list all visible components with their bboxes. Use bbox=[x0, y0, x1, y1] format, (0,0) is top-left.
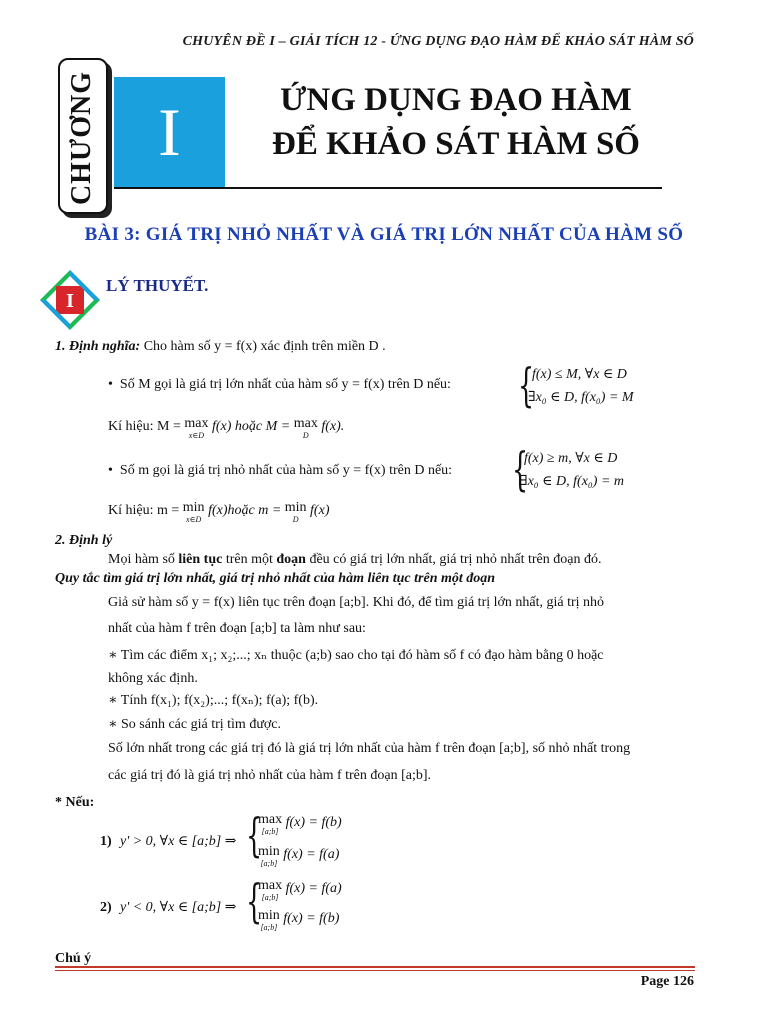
min-notation: Kí hiệu: m = min x∈D f(x)hoặc m = min D f(x) bbox=[108, 500, 330, 524]
max-notation: Kí hiệu: M = max x∈D f(x) hoặc M = max D f(x). bbox=[108, 416, 345, 440]
chapter-title-line1: ỨNG DỤNG ĐẠO HÀM bbox=[280, 82, 632, 118]
case-1-result-1: max [a;b] f(x) = f(b) bbox=[258, 812, 342, 836]
rule-paragraph-2: nhất của hàm f trên đoạn [a;b] ta làm như sau: bbox=[108, 621, 366, 636]
case-1-number: 1) bbox=[100, 834, 112, 849]
min-definition-text: Số m gọi là giá trị nhỏ nhất của hàm số y = f(x) trên D nếu: bbox=[119, 463, 453, 478]
lesson-title: BÀI 3: GIÁ TRỊ NHỎ NHẤT VÀ GIÁ TRỊ LỚN NHẤT CỦA HÀM SỐ bbox=[84, 224, 684, 245]
bullet-icon: • bbox=[108, 377, 120, 392]
case-2-number: 2) bbox=[100, 900, 112, 915]
chapter-rule bbox=[114, 187, 662, 189]
step-2: ∗ Tính f(x₁); f(x₂);...; f(xₙ); f(a); f(b). bbox=[108, 693, 319, 708]
definition-label: 1. Định nghĩa: bbox=[55, 339, 141, 354]
theorem-label: 2. Định lý bbox=[55, 533, 113, 548]
case-1-condition: y' > 0, ∀x ∈ [a;b] ⇒ bbox=[120, 834, 237, 849]
rule-title: Quy tắc tìm giá trị lớn nhất, giá trị nhỏ nhất của hàm liên tục trên một đoạn bbox=[55, 571, 496, 586]
max-condition-1: f(x) ≤ M, ∀x ∈ D bbox=[532, 367, 627, 382]
conclusion-line-1: Số lớn nhất trong các giá trị đó là giá trị lớn nhất của hàm f trên đoạn [a;b], số nhỏ nhất trong bbox=[108, 741, 631, 756]
case-2-brace: { bbox=[246, 874, 263, 928]
step-3: ∗ So sánh các giá trị tìm được. bbox=[108, 717, 282, 732]
case-2-result-1: max [a;b] f(x) = f(a) bbox=[258, 878, 342, 902]
note-label: Chú ý bbox=[55, 951, 92, 966]
theorem-text: Mọi hàm số liên tục trên một đoạn đều có giá trị lớn nhất, giá trị nhỏ nhất trên đoạn đó. bbox=[108, 552, 602, 567]
min-brace: { bbox=[512, 442, 529, 496]
page-number: Page 126 bbox=[640, 974, 694, 989]
chapter-title bbox=[236, 78, 676, 166]
max-condition-2: ∃x₀ ∈ D, f(x₀) = M bbox=[528, 390, 634, 405]
max-definition-text: Số M gọi là giá trị lớn nhất của hàm số y = f(x) trên D nếu: bbox=[119, 377, 451, 392]
section-title: LÝ THUYẾT. bbox=[106, 276, 209, 295]
case-1-result-2: min [a;b] f(x) = f(a) bbox=[258, 844, 340, 868]
footer-rule-thin bbox=[55, 970, 695, 971]
chapter-word: CHƯƠNG bbox=[66, 70, 98, 206]
step-1-line-b: không xác định. bbox=[108, 671, 198, 686]
min-condition-1: f(x) ≥ m, ∀x ∈ D bbox=[524, 451, 618, 466]
footer-rule bbox=[55, 966, 695, 968]
case-2-result-2: min [a;b] f(x) = f(b) bbox=[258, 908, 340, 932]
min-definition bbox=[108, 462, 452, 480]
case-1-brace: { bbox=[246, 808, 263, 862]
max-brace: { bbox=[518, 358, 535, 412]
conclusion-line-2: các giá trị đó là giá trị nhỏ nhất của hàm f trên đoạn [a;b]. bbox=[108, 768, 432, 783]
definition-text: Cho hàm số y = f(x) xác định trên miền D . bbox=[140, 339, 386, 354]
definition-line bbox=[55, 338, 386, 356]
bullet-icon: • bbox=[108, 463, 120, 478]
running-header: CHUYÊN ĐỀ I – GIẢI TÍCH 12 - ỨNG DỤNG ĐẠO HÀM ĐỂ KHẢO SÁT HÀM SỐ bbox=[182, 34, 694, 49]
rule-paragraph-1: Giả sử hàm số y = f(x) liên tục trên đoạn [a;b]. Khi đó, để tìm giá trị lớn nhất, giá trị nhỏ bbox=[108, 595, 605, 610]
step-1-line-a: ∗ Tìm các điểm x₁; x₂;...; xₙ thuộc (a;b) sao cho tại đó hàm số f có đạo hàm bằng 0 hoặc bbox=[108, 648, 604, 663]
case-2-condition: y' < 0, ∀x ∈ [a;b] ⇒ bbox=[120, 900, 237, 915]
max-definition bbox=[108, 376, 451, 394]
section-badge-label: I bbox=[66, 290, 74, 312]
chapter-number: I bbox=[114, 77, 225, 187]
chapter-title-line2: ĐỂ KHẢO SÁT HÀM SỐ bbox=[272, 126, 640, 162]
section-badge-icon bbox=[38, 268, 102, 332]
min-condition-2: ∃x₀ ∈ D, f(x₀) = m bbox=[520, 474, 625, 489]
if-label: * Nếu: bbox=[55, 795, 95, 810]
